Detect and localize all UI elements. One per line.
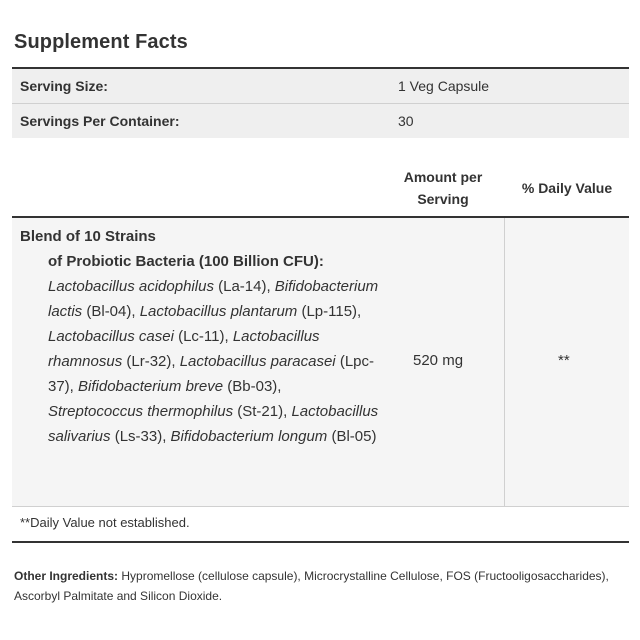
strain-name: Lactobacillus rhamnosus — [48, 328, 320, 370]
strain-list — [20, 274, 380, 449]
strain-name: Lactobacillus paracasei — [179, 353, 336, 370]
strain-item — [48, 328, 233, 345]
serving-size-label: Serving Size: — [20, 78, 108, 94]
strain-code: (Bl-04), — [82, 303, 140, 320]
blend-row — [12, 218, 629, 507]
daily-value-column-header: % Daily Value — [521, 180, 613, 196]
strain-code: (La-14), — [213, 278, 275, 295]
blend-description — [20, 224, 380, 449]
serving-size-value: 1 Veg Capsule — [398, 78, 490, 94]
column-divider — [504, 218, 505, 506]
strain-name: Lactobacillus acidophilus — [48, 278, 214, 295]
strain-name: Lactobacillus casei — [48, 328, 174, 345]
footnote: **Daily Value not established. — [20, 515, 190, 530]
amount-header-line2: Serving — [417, 191, 469, 207]
strain-item — [140, 303, 362, 320]
strain-item — [48, 278, 275, 295]
page-title: Supplement Facts — [14, 31, 188, 53]
other-ingredients — [14, 566, 614, 606]
other-ingredients-text: Hypromellose (cellulose capsule), Microcrystalline Cellulose, FOS (Fructooligosaccharides), Ascorbyl Palmitate and Silicon Dioxide. — [14, 569, 609, 603]
strain-name: Bifidobacterium lactis — [48, 278, 379, 320]
amount-column-header — [393, 166, 493, 210]
strain-name: Lactobacillus plantarum — [139, 303, 298, 320]
strain-code: (Lc-11), — [173, 328, 233, 345]
strain-name: Bifidobacterium breve — [78, 378, 224, 395]
strain-code: (Lpc-37), — [48, 353, 374, 395]
strain-code: (Ls-33), — [110, 428, 171, 445]
strain-name: Bifidobacterium longum — [170, 428, 328, 445]
strain-item — [78, 378, 281, 395]
blend-daily-value: ** — [558, 352, 570, 369]
amount-header-line1: Amount per — [403, 169, 483, 185]
servings-per-container-value: 30 — [398, 113, 414, 129]
strain-item — [48, 403, 291, 420]
strain-code: (St-21), — [233, 403, 292, 420]
blend-name-line1: Blend of 10 Strains — [20, 228, 156, 245]
strain-code: (Lr-32), — [122, 353, 180, 370]
strain-name: Streptococcus thermophilus — [48, 403, 234, 420]
bottom-rule — [12, 541, 629, 543]
blend-name-line2: of Probiotic Bacteria (100 Billion CFU): — [48, 253, 324, 270]
blend-amount: 520 mg — [413, 352, 464, 369]
strain-code: (Bb-03), — [223, 378, 282, 395]
serving-size-row — [12, 69, 629, 103]
servings-per-container-row — [12, 104, 629, 138]
strain-code: (Lp-115), — [297, 303, 362, 320]
other-ingredients-label: Other Ingredients: — [14, 569, 119, 583]
strain-item — [171, 428, 377, 445]
strain-name: Lactobacillus salivarius — [48, 403, 379, 445]
servings-per-container-label: Servings Per Container: — [20, 113, 180, 129]
strain-code: (Bl-05) — [327, 428, 377, 445]
